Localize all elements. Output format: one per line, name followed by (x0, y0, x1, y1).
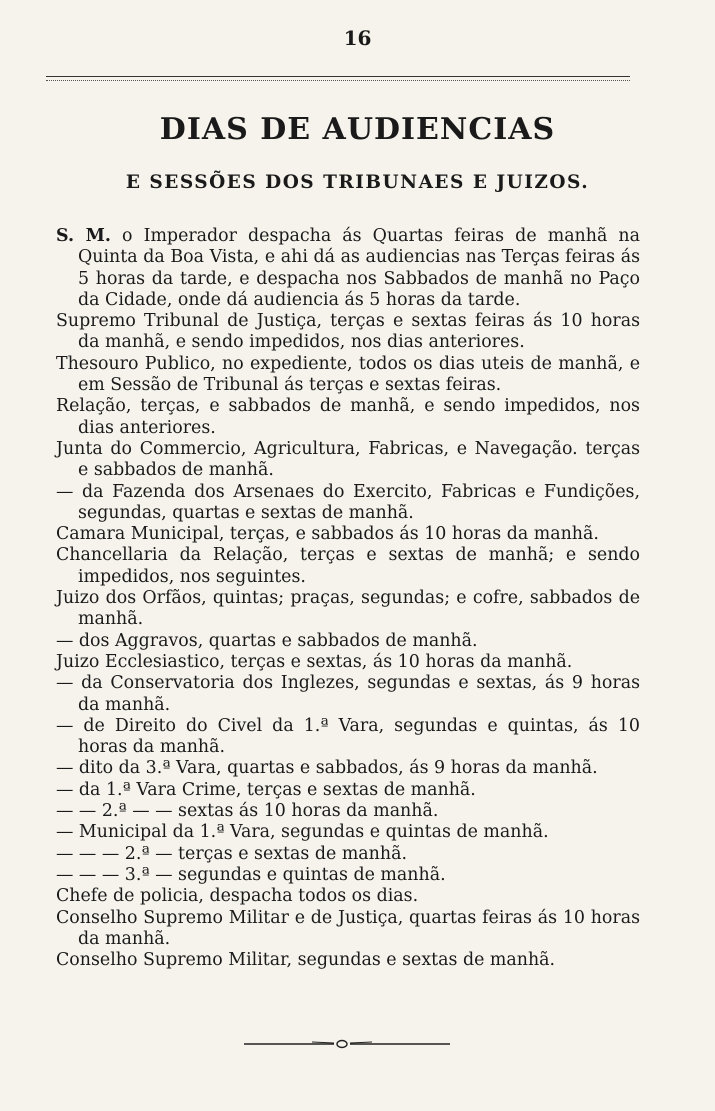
page-number: 16 (343, 26, 372, 50)
entry-text: Conselho Supremo Militar e de Justiça, quartas feiras ás 10 horas da manhã. (56, 907, 640, 949)
bottom-ornament (242, 1038, 452, 1050)
entry-6 (56, 524, 640, 545)
entry-9 (56, 631, 640, 652)
entry-text: Juizo Ecclesiastico, terças e sextas, ás 10 horas da manhã. (56, 651, 573, 672)
entry-2 (56, 354, 640, 397)
entry-21 (56, 950, 640, 971)
entry-19 (56, 886, 640, 907)
entry-text: Conselho Supremo Militar, segundas e sextas de manhã. (56, 950, 556, 971)
entry-4 (56, 439, 640, 482)
entry-17 (56, 844, 640, 865)
entry-11 (56, 673, 640, 716)
entry-text: — da 1.ª Vara Crime, terças e sextas de manhã. (56, 779, 476, 800)
entry-text: — da Conservatoria dos Inglezes, segundas e sextas, ás 9 horas da manhã. (56, 673, 640, 715)
entry-text: — — — 2.ª — terças e sextas de manhã. (56, 843, 407, 864)
entry-text: — de Direito do Civel da 1.ª Vara, segundas e quintas, ás 10 horas da manhã. (56, 715, 640, 758)
entry-7 (56, 545, 640, 588)
entry-13 (56, 758, 640, 779)
page-title: DIAS DE AUDIENCIAS (159, 112, 556, 147)
entry-text: o Imperador despacha ás Quartas feiras de manhã na Quinta da Boa Vista, e ahi dá as audiencias nas Terças feiras ás 5 horas da tarde, e despacha nos Sabbados de manhã no Paço da Cidade, onde dá audiencia ás 5 horas da tarde. (78, 226, 640, 310)
entry-16 (56, 822, 640, 843)
entries-list (56, 226, 640, 971)
entry-14 (56, 780, 640, 801)
entry-20 (56, 908, 640, 951)
entry-text: Supremo Tribunal de Justiça, terças e sextas feiras ás 10 horas da manhã, e sendo impedidos, nos dias anteriores. (56, 311, 640, 353)
entry-text: Chancellaria da Relação, terças e sextas de manhã; e sendo impedidos, nos seguintes. (56, 545, 640, 587)
entry-18 (56, 865, 640, 886)
entry-text: Camara Municipal, terças, e sabbados ás 10 horas da manhã. (56, 524, 599, 545)
entry-text: — dos Aggravos, quartas e sabbados de manhã. (56, 630, 478, 651)
entry-8 (56, 588, 640, 631)
entry-1 (56, 311, 640, 354)
entry-lead: S. M. (56, 226, 111, 246)
entry-text: — — — 3.ª — segundas e quintas de manhã. (56, 864, 446, 885)
entry-text: Juizo dos Orfãos, quintas; praças, segundas; e cofre, sabbados de manhã. (56, 588, 640, 630)
entry-0 (56, 226, 640, 311)
entry-text: Thesouro Publico, no expediente, todos os dias uteis de manhã, e em Sessão de Tribunal ás terças e sextas feiras. (56, 353, 640, 396)
entry-text: — dito da 3.ª Vara, quartas e sabbados, ás 9 horas da manhã. (56, 758, 598, 779)
entry-text: — Municipal da 1.ª Vara, segundas e quintas de manhã. (56, 822, 549, 843)
entry-10 (56, 652, 640, 673)
entry-15 (56, 801, 640, 822)
entry-text: Junta do Commercio, Agricultura, Fabricas, e Navegação. terças e sabbados de manhã. (56, 438, 640, 481)
entry-3 (56, 396, 640, 439)
entry-text: — da Fazenda dos Arsenaes do Exercito, Fabricas e Fundições, segundas, quartas e sextas de manhã. (56, 481, 640, 523)
header-rule (46, 76, 630, 81)
entry-text: Chefe de policia, despacha todos os dias. (56, 886, 419, 907)
entry-12 (56, 716, 640, 759)
entry-text: Relação, terças, e sabbados de manhã, e sendo impedidos, nos dias anteriores. (56, 396, 640, 438)
page-subtitle: E SESSÕES DOS TRIBUNAES E JUIZOS. (125, 172, 590, 193)
entry-5 (56, 482, 640, 525)
entry-text: — — 2.ª — — sextas ás 10 horas da manhã. (56, 801, 439, 822)
